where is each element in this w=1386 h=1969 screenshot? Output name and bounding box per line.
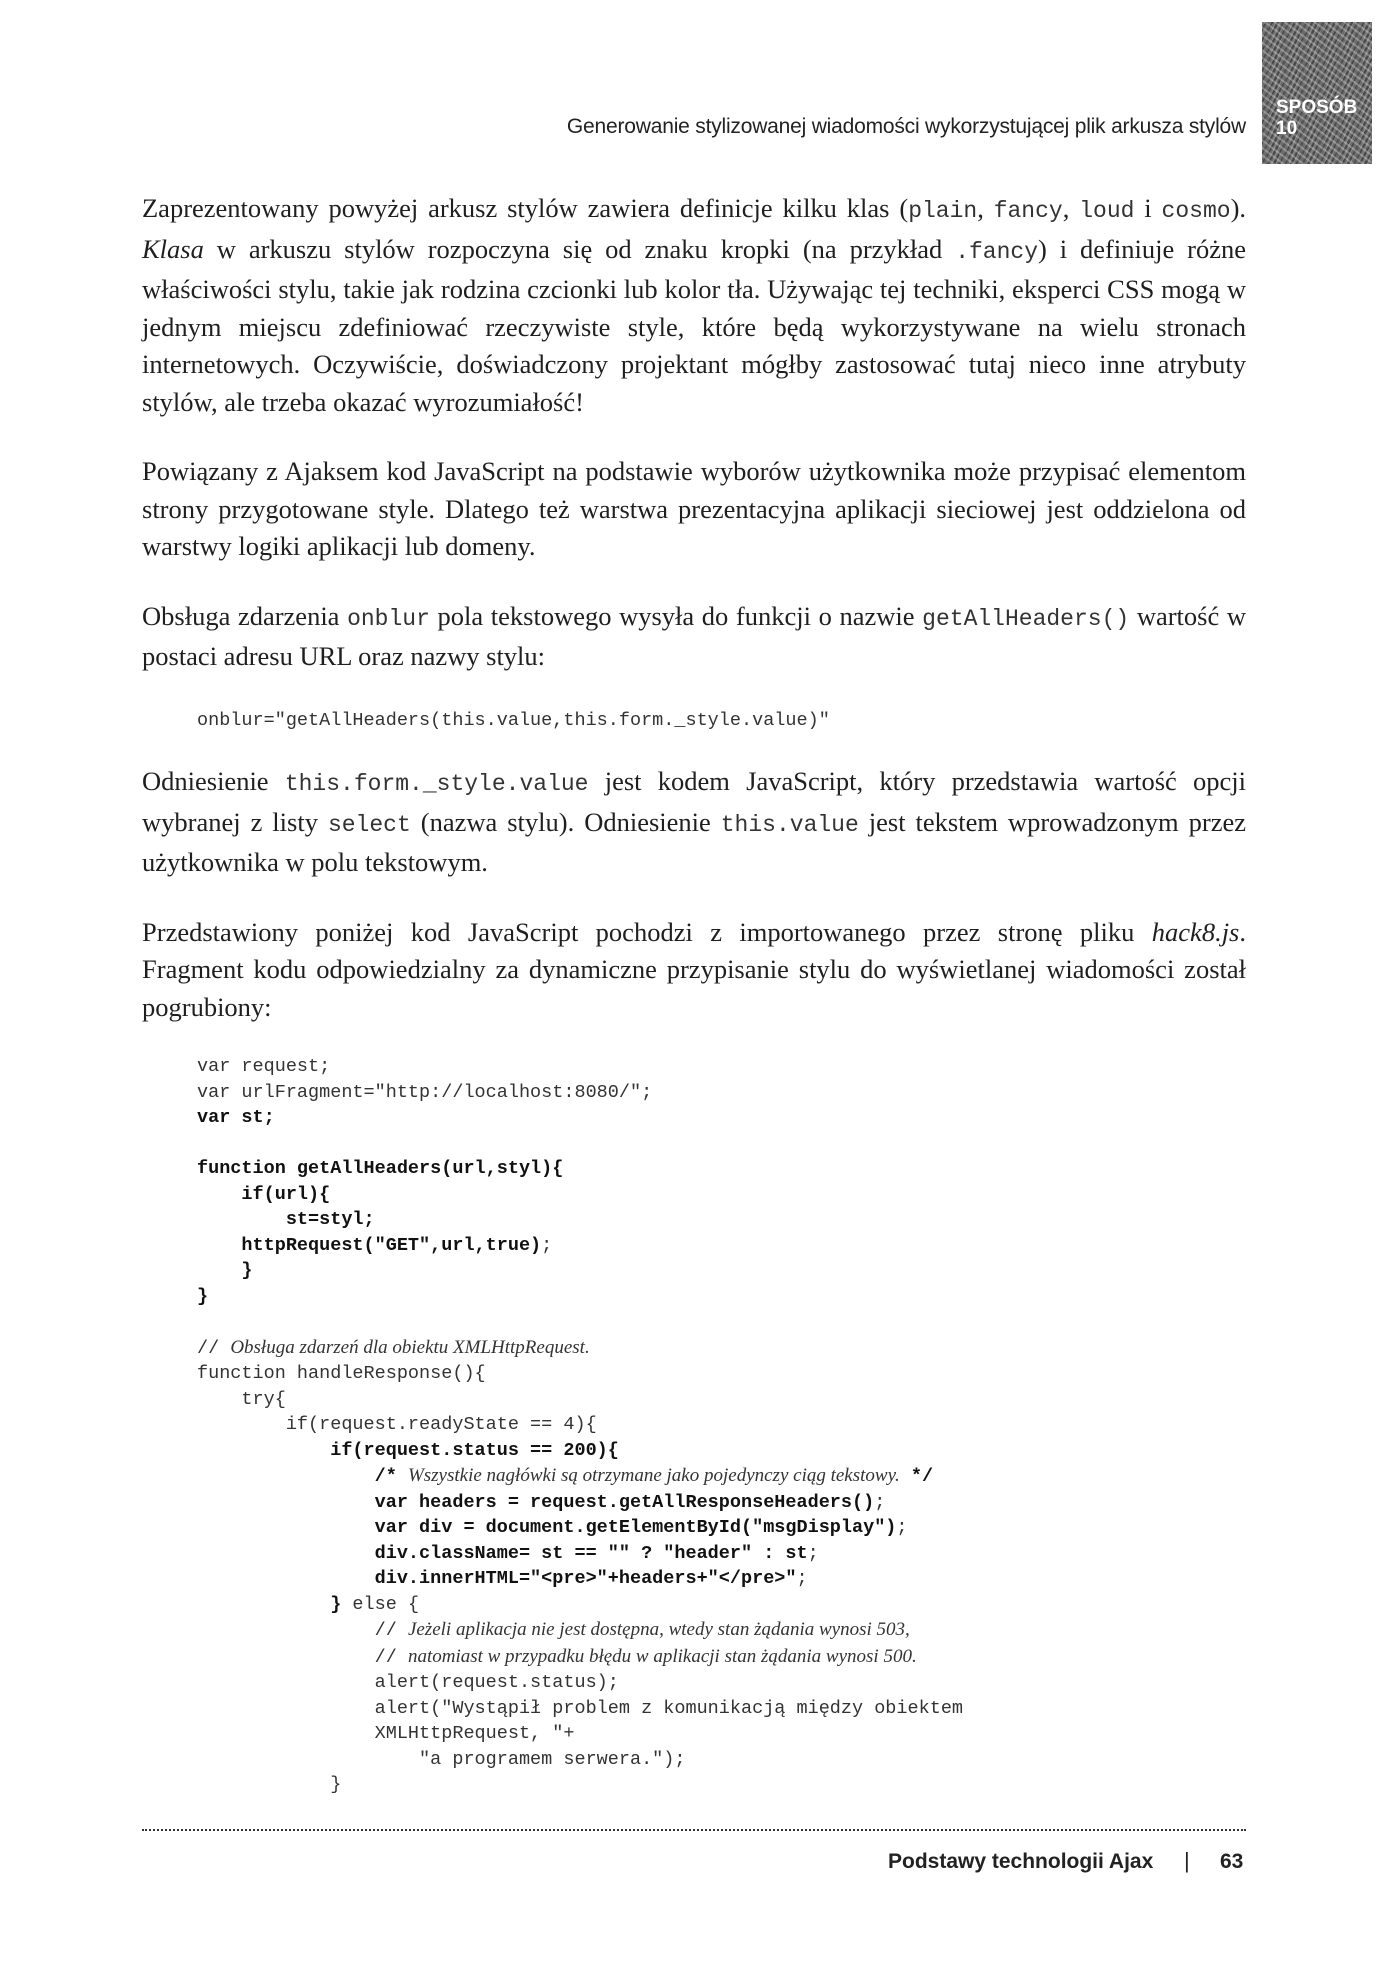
code-line: } bbox=[197, 1285, 209, 1307]
text: pola tekstowego wysyła do funkcji o nazwie bbox=[429, 600, 923, 631]
paragraph-2: Powiązany z Ajaksem kod JavaScript na podstawie wyborów użytkownika może przypisać elementom strony przygotowane style. Dlatego też warstwa prezentacyjna aplikacji sieciowej jest oddzielona od warstwy logiki aplikacji lub domeny. bbox=[142, 456, 1246, 561]
text: jest tekstem wprowadzonym przez użytkownika w polu tekstowym. bbox=[142, 806, 1247, 877]
main-content bbox=[142, 190, 1246, 1798]
code-line: } bbox=[197, 1774, 342, 1795]
paragraph-5 bbox=[142, 914, 1246, 1027]
code-line bbox=[197, 1541, 1246, 1567]
code-listing bbox=[197, 1054, 1246, 1798]
code-line: XMLHttpRequest, "+ bbox=[197, 1723, 575, 1744]
code-part: ; bbox=[541, 1234, 553, 1256]
inline-code: onblur bbox=[347, 605, 430, 632]
inline-code: select bbox=[327, 811, 411, 838]
code-line: if(request.readyState == 4){ bbox=[197, 1414, 597, 1435]
code-line: try{ bbox=[197, 1388, 286, 1410]
inline-code: getAllHeaders() bbox=[922, 605, 1130, 632]
inline-code: .fancy bbox=[955, 238, 1039, 265]
text: ) i definiuje różne właściwości stylu, takie jak rodzina czcionki lub kolor tła. Używając tej techniki, eksperci CSS mogą w jednym miejscu zdefiniować rzeczywiste style, które będą wykorzystywane na wielu stronach internetowych. Oczywiście, doświadczony projektant mógłby zastosować tutaj nieco inne atrybuty stylów, ale trzeba okazać wyrozumiałość! bbox=[142, 233, 1246, 417]
code-line: st=styl; bbox=[197, 1209, 375, 1230]
code-part: div.innerHTML="<pre>"+headers+"</pre>" bbox=[197, 1568, 797, 1589]
code-line: } bbox=[197, 1260, 253, 1281]
comment-marker: */ bbox=[899, 1466, 934, 1487]
badge-word: SPOSÓB bbox=[1276, 97, 1358, 118]
code-line bbox=[197, 1233, 1246, 1259]
code-blank-line bbox=[197, 1131, 1246, 1157]
footer-rule bbox=[142, 1829, 1246, 1831]
footer-book-title: Podstawy technologii Ajax bbox=[888, 1850, 1154, 1873]
comment-marker: // bbox=[197, 1646, 408, 1668]
text: i bbox=[1134, 193, 1162, 223]
code-part: ; bbox=[796, 1568, 808, 1589]
code-line bbox=[197, 1515, 1246, 1541]
code-comment-line bbox=[197, 1644, 1246, 1671]
code-line: alert(request.status); bbox=[197, 1672, 619, 1693]
inline-code: cosmo bbox=[1161, 198, 1231, 224]
page-number: 63 bbox=[1220, 1850, 1244, 1873]
code-line: var request; bbox=[197, 1056, 331, 1077]
text: wartość w postaci adresu URL oraz nazwy stylu: bbox=[142, 600, 1246, 671]
code-part: var div = document.getElementById("msgDisplay") bbox=[197, 1517, 897, 1538]
text: , bbox=[1062, 193, 1080, 223]
code-line: if(request.status == 200){ bbox=[197, 1439, 619, 1461]
inline-code: fancy bbox=[993, 198, 1063, 224]
inline-code: loud bbox=[1079, 198, 1135, 224]
text: ). bbox=[1230, 193, 1247, 223]
code-snippet-onblur: onblur="getAllHeaders(this.value,this.form._style.value)" bbox=[197, 709, 830, 731]
text: Przedstawiony poniżej kod JavaScript pochodzi z importowanego przez stronę pliku bbox=[142, 916, 1152, 947]
comment-marker: // bbox=[197, 1620, 408, 1641]
filename: hack8.js bbox=[1151, 916, 1240, 947]
text: w arkuszu stylów rozpoczyna się od znaku kropki (na przykład bbox=[203, 233, 956, 264]
comment-text: Wszystkie nagłówki są otrzymane jako pojedynczy ciąg tekstowy. bbox=[407, 1465, 900, 1486]
code-part: ; bbox=[874, 1491, 886, 1513]
running-header: Generowanie stylizowanej wiadomości wykorzystującej plik arkusza stylów bbox=[566, 115, 1246, 138]
code-part: var headers = request.getAllResponseHeaders() bbox=[197, 1491, 875, 1513]
text: Odniesienie bbox=[142, 766, 285, 796]
badge-number: 10 bbox=[1276, 118, 1298, 139]
code-blank-line bbox=[197, 1309, 1246, 1335]
code-part: httpRequest("GET",url,true) bbox=[197, 1234, 542, 1256]
inline-code: plain bbox=[908, 198, 978, 224]
section-badge-label bbox=[1276, 97, 1357, 139]
italic-term: Klasa bbox=[142, 233, 204, 264]
comment-text: Jeżeli aplikacja nie jest dostępna, wtedy stan żądania wynosi 503, bbox=[407, 1619, 910, 1640]
code-part: else { bbox=[341, 1593, 420, 1615]
code-part: ; bbox=[896, 1517, 908, 1538]
inline-code: this.value bbox=[720, 811, 859, 838]
paragraph-4 bbox=[142, 763, 1246, 882]
footer-separator: | bbox=[1184, 1848, 1190, 1873]
code-line: var st; bbox=[197, 1107, 275, 1128]
comment-marker: /* bbox=[197, 1466, 408, 1487]
comment-text: Obsługa zdarzeń dla obiektu XMLHttpRequest. bbox=[230, 1336, 590, 1358]
text: , bbox=[977, 193, 994, 223]
code-line bbox=[197, 1490, 1246, 1516]
code-line bbox=[197, 1592, 1246, 1618]
code-line: "a programem serwera."); bbox=[197, 1748, 686, 1770]
code-part: div.className= st == "" ? "header" : st bbox=[197, 1542, 808, 1564]
text: Zaprezentowany powyżej arkusz stylów zawiera definicje kilku klas ( bbox=[142, 193, 909, 223]
paragraph-1 bbox=[142, 190, 1246, 421]
section-badge bbox=[1262, 22, 1372, 164]
code-line: alert("Wystąpił problem z komunikacją między obiektem bbox=[197, 1697, 964, 1719]
comment-marker: // bbox=[197, 1337, 231, 1359]
paragraph-3 bbox=[142, 598, 1246, 676]
comment-text: natomiast w przypadku błędu w aplikacji stan żądania wynosi 500. bbox=[407, 1645, 917, 1667]
text: . Fragment kodu odpowiedzialny za dynamiczne przypisanie stylu do wyświetlanej wiadomości został pogrubiony: bbox=[142, 916, 1246, 1022]
code-line: function getAllHeaders(url,styl){ bbox=[197, 1158, 564, 1179]
code-line bbox=[197, 1566, 1246, 1592]
code-line: if(url){ bbox=[197, 1183, 331, 1205]
text: Obsługa zdarzenia bbox=[142, 600, 348, 631]
code-comment-line bbox=[197, 1463, 1246, 1490]
code-part: ; bbox=[807, 1542, 819, 1564]
text: (nazwa stylu). Odniesienie bbox=[410, 806, 721, 837]
code-comment-line bbox=[197, 1335, 1246, 1362]
code-line: var urlFragment="http://localhost:8080/"; bbox=[197, 1081, 653, 1103]
code-part: } bbox=[197, 1593, 342, 1615]
text: jest kodem JavaScript, który przedstawia wartość opcji wybranej z listy bbox=[142, 766, 1246, 837]
code-comment-line bbox=[197, 1617, 1246, 1644]
inline-code: this.form._style.value bbox=[284, 771, 589, 797]
code-line: function handleResponse(){ bbox=[197, 1363, 486, 1384]
